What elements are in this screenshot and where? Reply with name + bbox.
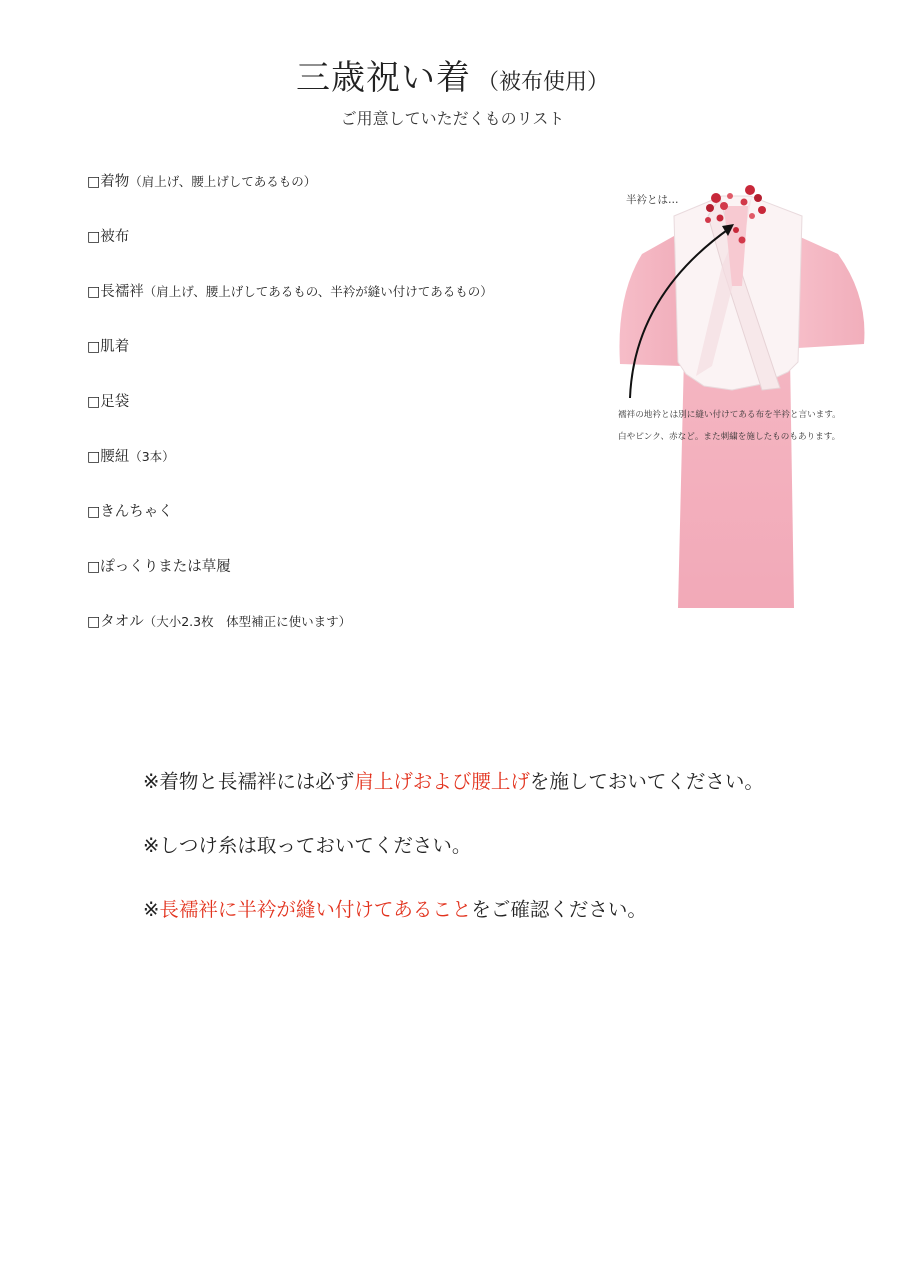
checkbox-icon[interactable]: □ <box>87 339 101 355</box>
left-sleeve-shape <box>619 236 682 366</box>
checkbox-icon[interactable]: □ <box>87 284 101 300</box>
notice-text: ※ <box>143 898 160 921</box>
notice-text: ※着物と長襦袢には必ず <box>143 770 355 793</box>
checklist-item-pokkuri <box>87 555 493 610</box>
notice-text: をご確認ください。 <box>471 898 647 921</box>
checklist-item-tabi <box>87 390 493 445</box>
checkbox-icon[interactable]: □ <box>87 229 101 245</box>
checkbox-icon[interactable]: □ <box>87 559 101 575</box>
checkbox-icon[interactable]: □ <box>87 449 101 465</box>
page-subtitle: ご用意していただくものリスト <box>340 109 565 128</box>
checklist-item-towel <box>87 610 493 665</box>
notice-basting-thread <box>143 830 863 894</box>
checklist-item-hadagi <box>87 335 493 390</box>
notice-text: を施しておいてください。 <box>529 770 764 793</box>
nagajuban-figure <box>612 176 872 616</box>
skirt-shape <box>678 356 794 608</box>
checklist-item-koshihimo <box>87 445 493 500</box>
checkbox-icon[interactable]: □ <box>87 504 101 520</box>
item-label: 腰紐 <box>100 449 130 465</box>
notices <box>143 766 863 958</box>
item-note: （肩上げ、腰上げしてあるもの、半衿が縫い付けてあるもの） <box>143 284 493 299</box>
figure-caption-line-2: 白やピンク、赤など。また刺繍を施したものもあります。 <box>618 432 841 442</box>
figure-label: 半衿とは… <box>626 194 679 206</box>
notice-shoulder-waist <box>143 766 863 830</box>
figure-caption <box>618 404 872 448</box>
item-note: （3本） <box>129 449 175 464</box>
checklist <box>87 170 493 665</box>
page-title <box>0 50 905 99</box>
nagajuban-illustration <box>612 176 872 616</box>
notice-haneri <box>143 894 863 958</box>
checklist-item-kinchaku <box>87 500 493 555</box>
item-label: 被布 <box>100 229 130 245</box>
right-sleeve-shape <box>798 236 864 348</box>
item-note: （肩上げ、腰上げしてあるもの） <box>129 174 317 189</box>
checklist-item-hifu <box>87 225 493 280</box>
checkbox-icon[interactable]: □ <box>87 394 101 410</box>
item-label: 着物 <box>100 174 130 190</box>
item-label: 長襦袢 <box>100 284 144 300</box>
notice-text: ※しつけ糸は取っておいてください。 <box>143 834 472 857</box>
item-label: 足袋 <box>100 394 130 410</box>
notice-highlight: 長襦袢に半衿が縫い付けてあること <box>159 898 472 921</box>
checklist-item-nagajuban <box>87 280 493 335</box>
item-label: きんちゃく <box>100 504 173 520</box>
checkbox-icon[interactable]: □ <box>87 174 101 190</box>
checkbox-icon[interactable]: □ <box>87 614 101 630</box>
item-label: 肌着 <box>100 339 130 355</box>
item-note: （大小2.3枚 体型補正に使います） <box>143 614 352 629</box>
item-label: ぽっくりまたは草履 <box>100 559 231 575</box>
item-label: タオル <box>100 614 144 630</box>
title-main: 三歳祝い着 <box>295 58 471 98</box>
checklist-item-kimono <box>87 170 493 225</box>
title-suffix: （被布使用） <box>476 70 609 95</box>
figure-caption-line-1: 襦袢の地衿とは別に縫い付けてある布を半衿と言います。 <box>618 410 841 420</box>
notice-highlight: 肩上げおよび腰上げ <box>354 770 530 793</box>
